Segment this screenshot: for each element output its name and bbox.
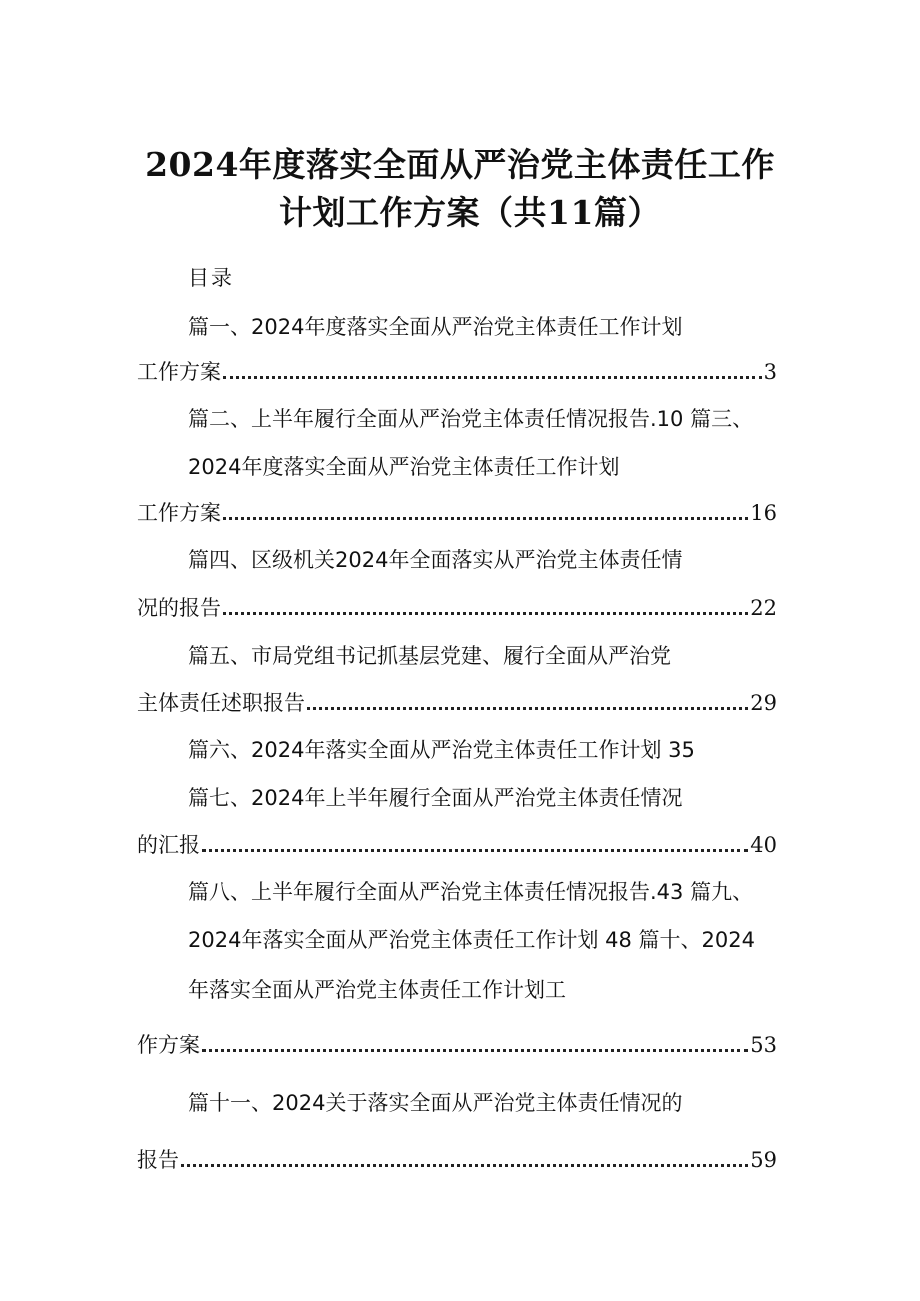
document-title-line-2: 计划工作方案（共11篇） (279, 193, 661, 232)
toc-line: 篇四、区级机关2024年全面落实从严治党主体责任情 (188, 548, 683, 572)
toc-entry (137, 593, 777, 623)
toc-entry (137, 1030, 777, 1060)
toc-entry-text: 主体责任述职报告 (137, 691, 305, 715)
toc-entry-text: 工作方案 (137, 360, 221, 384)
toc-page-number: 29 (750, 691, 777, 715)
toc-line: 篇二、上半年履行全面从严治党主体责任情况报告.10 篇三、 (188, 407, 754, 431)
toc-line: 2024年度落实全面从严治党主体责任工作计划 (188, 455, 620, 479)
dot-leader (202, 1049, 748, 1052)
toc-line: 篇八、上半年履行全面从严治党主体责任情况报告.43 篇九、 (188, 880, 754, 904)
toc-line: 年落实全面从严治党主体责任工作计划工 (188, 978, 566, 1002)
dot-leader (223, 376, 762, 379)
toc-page-number: 16 (750, 501, 777, 525)
toc-entry (137, 498, 777, 528)
toc-page-number: 53 (750, 1033, 777, 1057)
dot-leader (307, 707, 748, 710)
toc-entry-text: 况的报告 (137, 596, 221, 620)
dot-leader (223, 612, 748, 615)
toc-entry-text: 工作方案 (137, 501, 221, 525)
toc-entry-text: 作方案 (137, 1033, 200, 1057)
toc-line: 篇六、2024年落实全面从严治党主体责任工作计划 35 (188, 738, 695, 762)
toc-page-number: 59 (750, 1148, 777, 1172)
toc-line: 篇七、2024年上半年履行全面从严治党主体责任情况 (188, 786, 683, 810)
toc-entry (137, 357, 777, 387)
toc-entry-text: 报告 (137, 1148, 179, 1172)
toc-line: 篇一、2024年度落实全面从严治党主体责任工作计划 (188, 315, 683, 339)
dot-leader (181, 1164, 748, 1167)
toc-page-number: 22 (750, 596, 777, 620)
toc-label: 目录 (188, 266, 234, 290)
toc-line: 篇五、市局党组书记抓基层党建、履行全面从严治党 (188, 644, 671, 668)
toc-entry (137, 1145, 777, 1175)
toc-entry (137, 830, 777, 860)
toc-line: 2024年落实全面从严治党主体责任工作计划 48 篇十、2024 (188, 928, 755, 952)
dot-leader (202, 849, 748, 852)
dot-leader (223, 517, 748, 520)
toc-page-number: 3 (763, 360, 777, 384)
toc-entry (137, 688, 777, 718)
toc-page-number: 40 (750, 833, 777, 857)
toc-line: 篇十一、2024关于落实全面从严治党主体责任情况的 (188, 1091, 683, 1115)
document-title-line-1: 2024年度落实全面从严治党主体责任工作 (145, 145, 775, 184)
toc-entry-text: 的汇报 (137, 833, 200, 857)
